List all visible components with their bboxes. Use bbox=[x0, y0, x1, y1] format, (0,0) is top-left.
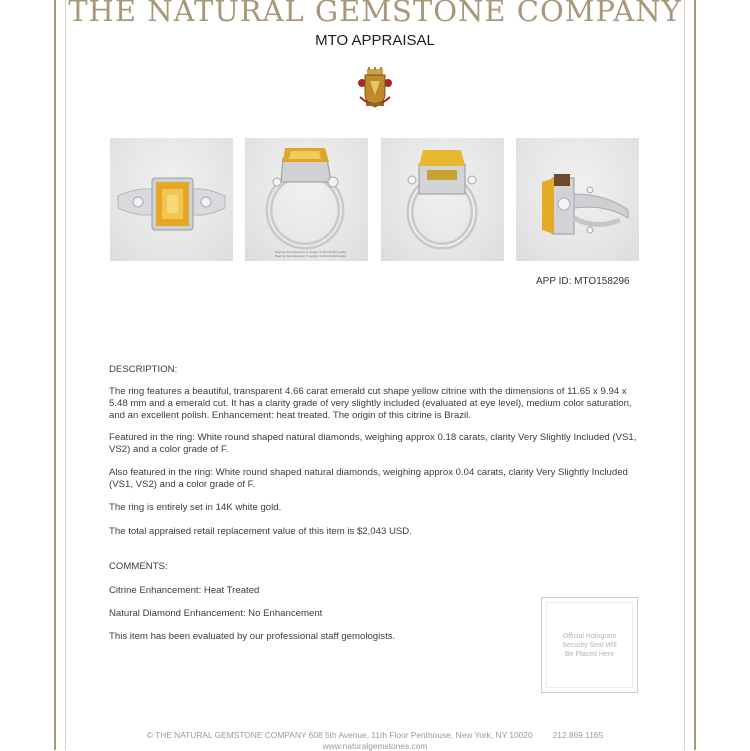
page-border-left-outer bbox=[54, 0, 56, 750]
description-paragraph: The ring features a beautiful, transparent 4.66 carat emerald cut shape yellow citrine with the dimensions of 11.65 x 9.94 x 5.48 mm and a emerald cut. It has a clarity grade of very slightly included (evaluated at eye level), medium color saturation, and an excellent polish. Enhancement: heat treated. The origin of this citrine is Brazil. bbox=[109, 386, 632, 421]
document-title: MTO APPRAISAL bbox=[315, 32, 435, 49]
hologram-seal-placeholder bbox=[541, 597, 638, 693]
company-crest-icon bbox=[357, 67, 393, 111]
description-paragraph: The ring is entirely set in 14K white gold. bbox=[109, 502, 282, 513]
page-border-left-inner bbox=[65, 0, 66, 750]
company-name: THE NATURAL GEMSTONE COMPANY bbox=[68, 0, 682, 28]
appraised-value: The total appraised retail replacement value of this item is $2,043 USD. bbox=[109, 526, 412, 537]
ring-photo-angled-view bbox=[245, 138, 368, 261]
comment-item: Natural Diamond Enhancement: No Enhancement bbox=[109, 608, 323, 619]
ring-photo-front-view bbox=[381, 138, 504, 261]
appraisal-id: APP ID: MTO158296 bbox=[536, 276, 630, 287]
photo-caption: Bearing Test Diamond: 0' weight: 0.18ct (0.04ct each) Bearing Test Diamond: 0' weight: 0.04ct (0.02ct each) bbox=[275, 250, 347, 258]
footer-phone: 212.869.1165 bbox=[552, 730, 604, 740]
ring-photo-top-view bbox=[110, 138, 233, 261]
description-paragraph: Also featured in the ring: White round shaped natural diamonds, weighing approx 0.04 carats, clarity Very Slightly Included (VS1, VS2) and a color grade of F. bbox=[109, 467, 628, 490]
comment-item: Citrine Enhancement: Heat Treated bbox=[109, 585, 260, 596]
footer-address: © THE NATURAL GEMSTONE COMPANY 608 5th Avenue, 11th Floor Penthouse, New York, NY 10020 bbox=[146, 730, 533, 740]
footer-address-line bbox=[0, 730, 750, 740]
seal-text: Official Hologram Security Seal Will Be Placed Here bbox=[562, 633, 617, 658]
footer-website[interactable]: www.naturalgemstones.com bbox=[322, 741, 428, 751]
page-border-right-inner bbox=[684, 0, 685, 750]
comment-item: This item has been evaluated by our professional staff gemologists. bbox=[109, 631, 396, 642]
comments-heading: COMMENTS: bbox=[109, 561, 168, 572]
page-border-right-outer bbox=[694, 0, 696, 750]
description-paragraph: Featured in the ring: White round shaped natural diamonds, weighing approx 0.18 carats, clarity Very Slightly Included (VS1, VS2) and a color grade of F. bbox=[109, 432, 637, 455]
description-heading: DESCRIPTION: bbox=[109, 364, 178, 375]
ring-photo-side-view bbox=[516, 138, 639, 261]
ring-photo-gallery bbox=[110, 138, 640, 262]
